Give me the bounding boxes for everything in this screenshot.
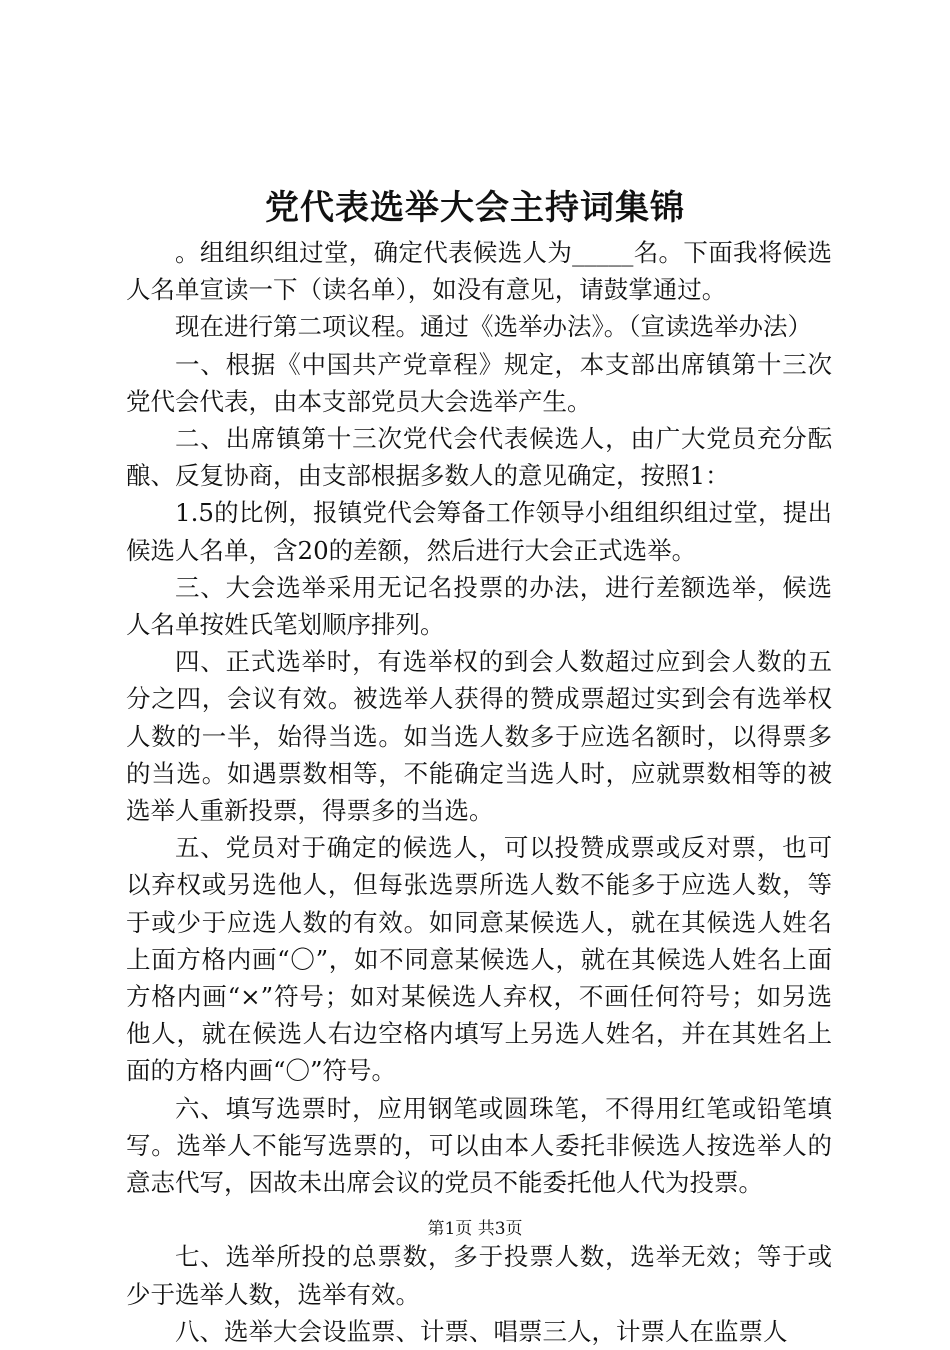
paragraph-rule-5: 五、党员对于确定的候选人，可以投赞成票或反对票，也可以弃权或另选他人，但每张选票所选人数不能多于应选人数，等于或少于应选人数的有效。如同意某候选人，就在其候选人姓名上面方格内画“〇”，如不同意某候选人，就在其候选人姓名上面方格内画“×”符号；如对某候选人弃权，不画任何符号；如另选他人，就在候选人右边空格内填写上另选人姓名，并在其姓名上面的方格内画“〇”符号。 (126, 833, 832, 1086)
paragraph-rule-4: 四、正式选举时，有选举权的到会人数超过应到会人数的五分之四，会议有效。被选举人获得的赞成票超过实到会有选举权人数的一半，始得当选。如当选人数多于应选名额时，以得票多的当选。如遇票数相等，不能确定当选人时，应就票数相等的被选举人重新投票，得票多的当选。 (126, 647, 832, 826)
paragraph-rule-7: 七、选举所投的总票数，多于投票人数，选举无效；等于或少于选举人数，选举有效。 (126, 1242, 832, 1309)
paragraph-rule-6: 六、填写选票时，应用钢笔或圆珠笔，不得用红笔或铅笔填写。选举人不能写选票的，可以由本人委托非候选人按选举人的意志代写，因故未出席会议的党员不能委托他人代为投票。 (126, 1093, 832, 1198)
paragraph-candidate-announcement: 。组组织组过堂，确定代表候选人为_____名。下面我将候选人名单宣读一下（读名单），如没有意见，请鼓掌通过。 (126, 238, 832, 305)
page-footer: 第1页 共3页 (427, 1219, 523, 1239)
paragraph-rule-2-continued: 1.5的比例，报镇党代会筹备工作领导小组组织组过堂，提出候选人名单，含20的差额，然后进行大会正式选举。 (126, 498, 832, 565)
paragraph-rule-1: 一、根据《中国共产党章程》规定，本支部出席镇第十三次党代会代表，由本支部党员大会选举产生。 (126, 349, 832, 416)
document-title: 党代表选举大会主持词集锦 (265, 188, 685, 228)
paragraph-rule-8: 八、选举大会设监票、计票、唱票三人，计票人在监票人 (175, 1316, 788, 1346)
document-body (126, 234, 832, 1350)
paragraph-rule-3: 三、大会选举采用无记名投票的办法，进行差额选举，候选人名单按姓氏笔划顺序排列。 (126, 572, 832, 640)
paragraph-rule-2: 二、出席镇第十三次党代会代表候选人，由广大党员充分酝酿、反复协商，由支部根据多数人的意见确定，按照1： (126, 424, 832, 491)
paragraph-second-agenda: 现在进行第二项议程。通过《选举办法》。（宣读选举办法） (175, 312, 812, 342)
